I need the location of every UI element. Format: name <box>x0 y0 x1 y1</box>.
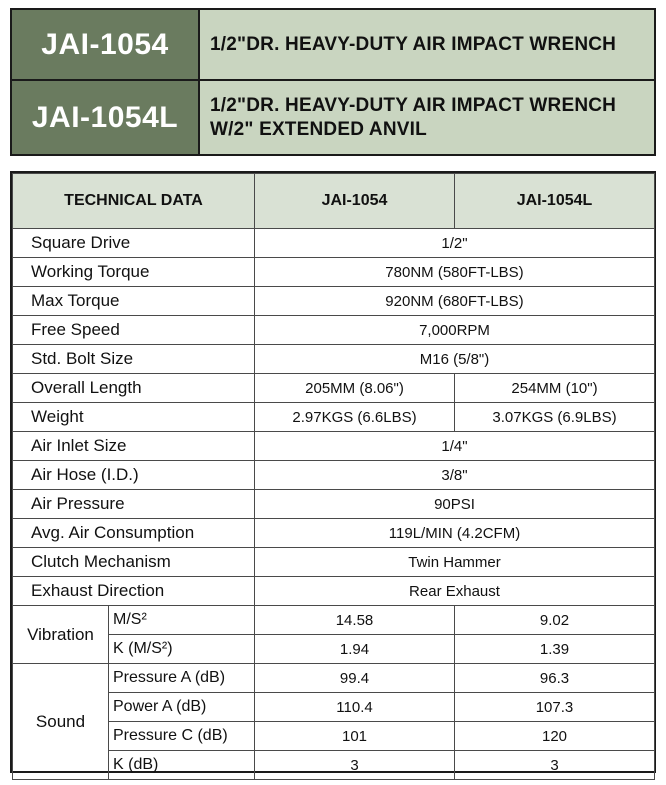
table-header-row <box>13 174 655 229</box>
model-description: 1/2"DR. HEAVY-DUTY AIR IMPACT WRENCH <box>200 10 654 79</box>
row-label: Free Speed <box>13 316 255 345</box>
row-value: Rear Exhaust <box>255 577 655 606</box>
table-row <box>13 722 655 751</box>
table-row <box>13 229 655 258</box>
table-row <box>13 258 655 287</box>
model-header-table <box>10 8 656 156</box>
row-value-model-2: 254MM (10") <box>455 374 655 403</box>
table-row <box>13 751 655 780</box>
table-row <box>13 432 655 461</box>
row-value-model-1: 2.97KGS (6.6LBS) <box>255 403 455 432</box>
table-row <box>13 577 655 606</box>
row-value: 3/8" <box>255 461 655 490</box>
table-row <box>13 490 655 519</box>
row-value-model-2: 1.39 <box>455 635 655 664</box>
model-description <box>200 81 654 154</box>
model-row <box>12 10 654 81</box>
sub-row-label: Pressure A (dB) <box>109 664 255 693</box>
sub-row-label: K (dB) <box>109 751 255 780</box>
table-row <box>13 519 655 548</box>
row-value-model-1: 99.4 <box>255 664 455 693</box>
row-value-model-2: 96.3 <box>455 664 655 693</box>
row-value-model-2: 9.02 <box>455 606 655 635</box>
sub-row-label: K (M/S²) <box>109 635 255 664</box>
row-value-model-1: 101 <box>255 722 455 751</box>
row-label: Clutch Mechanism <box>13 548 255 577</box>
model-description-line: 1/2"DR. HEAVY-DUTY AIR IMPACT WRENCH <box>210 94 617 116</box>
row-label: Exhaust Direction <box>13 577 255 606</box>
table-row <box>13 693 655 722</box>
table-row <box>13 403 655 432</box>
sub-row-label: Pressure C (dB) <box>109 722 255 751</box>
group-label-sound: Sound <box>13 664 109 780</box>
row-label: Avg. Air Consumption <box>13 519 255 548</box>
table-row <box>13 635 655 664</box>
row-label: Weight <box>13 403 255 432</box>
row-value-model-2: 3.07KGS (6.9LBS) <box>455 403 655 432</box>
row-value-model-1: 3 <box>255 751 455 780</box>
model-code: JAI-1054 <box>12 10 200 79</box>
row-value-model-1: 110.4 <box>255 693 455 722</box>
model-row <box>12 81 654 154</box>
table-row <box>13 664 655 693</box>
row-value-model-2: 107.3 <box>455 693 655 722</box>
model-code: JAI-1054L <box>12 81 200 154</box>
column-header-model-2: JAI-1054L <box>455 174 655 229</box>
table-row <box>13 374 655 403</box>
row-value: 90PSI <box>255 490 655 519</box>
row-label: Working Torque <box>13 258 255 287</box>
table-row <box>13 287 655 316</box>
sub-row-label: M/S² <box>109 606 255 635</box>
table-row <box>13 461 655 490</box>
row-label: Air Hose (I.D.) <box>13 461 255 490</box>
table-row <box>13 548 655 577</box>
row-value-model-1: 14.58 <box>255 606 455 635</box>
row-value: 920NM (680FT-LBS) <box>255 287 655 316</box>
technical-data-table <box>10 171 656 773</box>
row-value: M16 (5/8") <box>255 345 655 374</box>
row-value: 780NM (580FT-LBS) <box>255 258 655 287</box>
row-value: 1/2" <box>255 229 655 258</box>
group-label-vibration: Vibration <box>13 606 109 664</box>
row-value-model-2: 3 <box>455 751 655 780</box>
row-label: Square Drive <box>13 229 255 258</box>
row-value: 7,000RPM <box>255 316 655 345</box>
column-header-model-1: JAI-1054 <box>255 174 455 229</box>
row-value-model-1: 205MM (8.06") <box>255 374 455 403</box>
row-label: Overall Length <box>13 374 255 403</box>
model-description-line: W/2" EXTENDED ANVIL <box>210 118 427 140</box>
column-header-technical-data: TECHNICAL DATA <box>13 174 255 229</box>
table-row <box>13 316 655 345</box>
row-label: Std. Bolt Size <box>13 345 255 374</box>
table-row <box>13 606 655 635</box>
row-label: Air Inlet Size <box>13 432 255 461</box>
row-value-model-2: 120 <box>455 722 655 751</box>
row-value: 119L/MIN (4.2CFM) <box>255 519 655 548</box>
sub-row-label: Power A (dB) <box>109 693 255 722</box>
table-row <box>13 345 655 374</box>
row-value: Twin Hammer <box>255 548 655 577</box>
row-value-model-1: 1.94 <box>255 635 455 664</box>
row-value: 1/4" <box>255 432 655 461</box>
row-label: Air Pressure <box>13 490 255 519</box>
row-label: Max Torque <box>13 287 255 316</box>
